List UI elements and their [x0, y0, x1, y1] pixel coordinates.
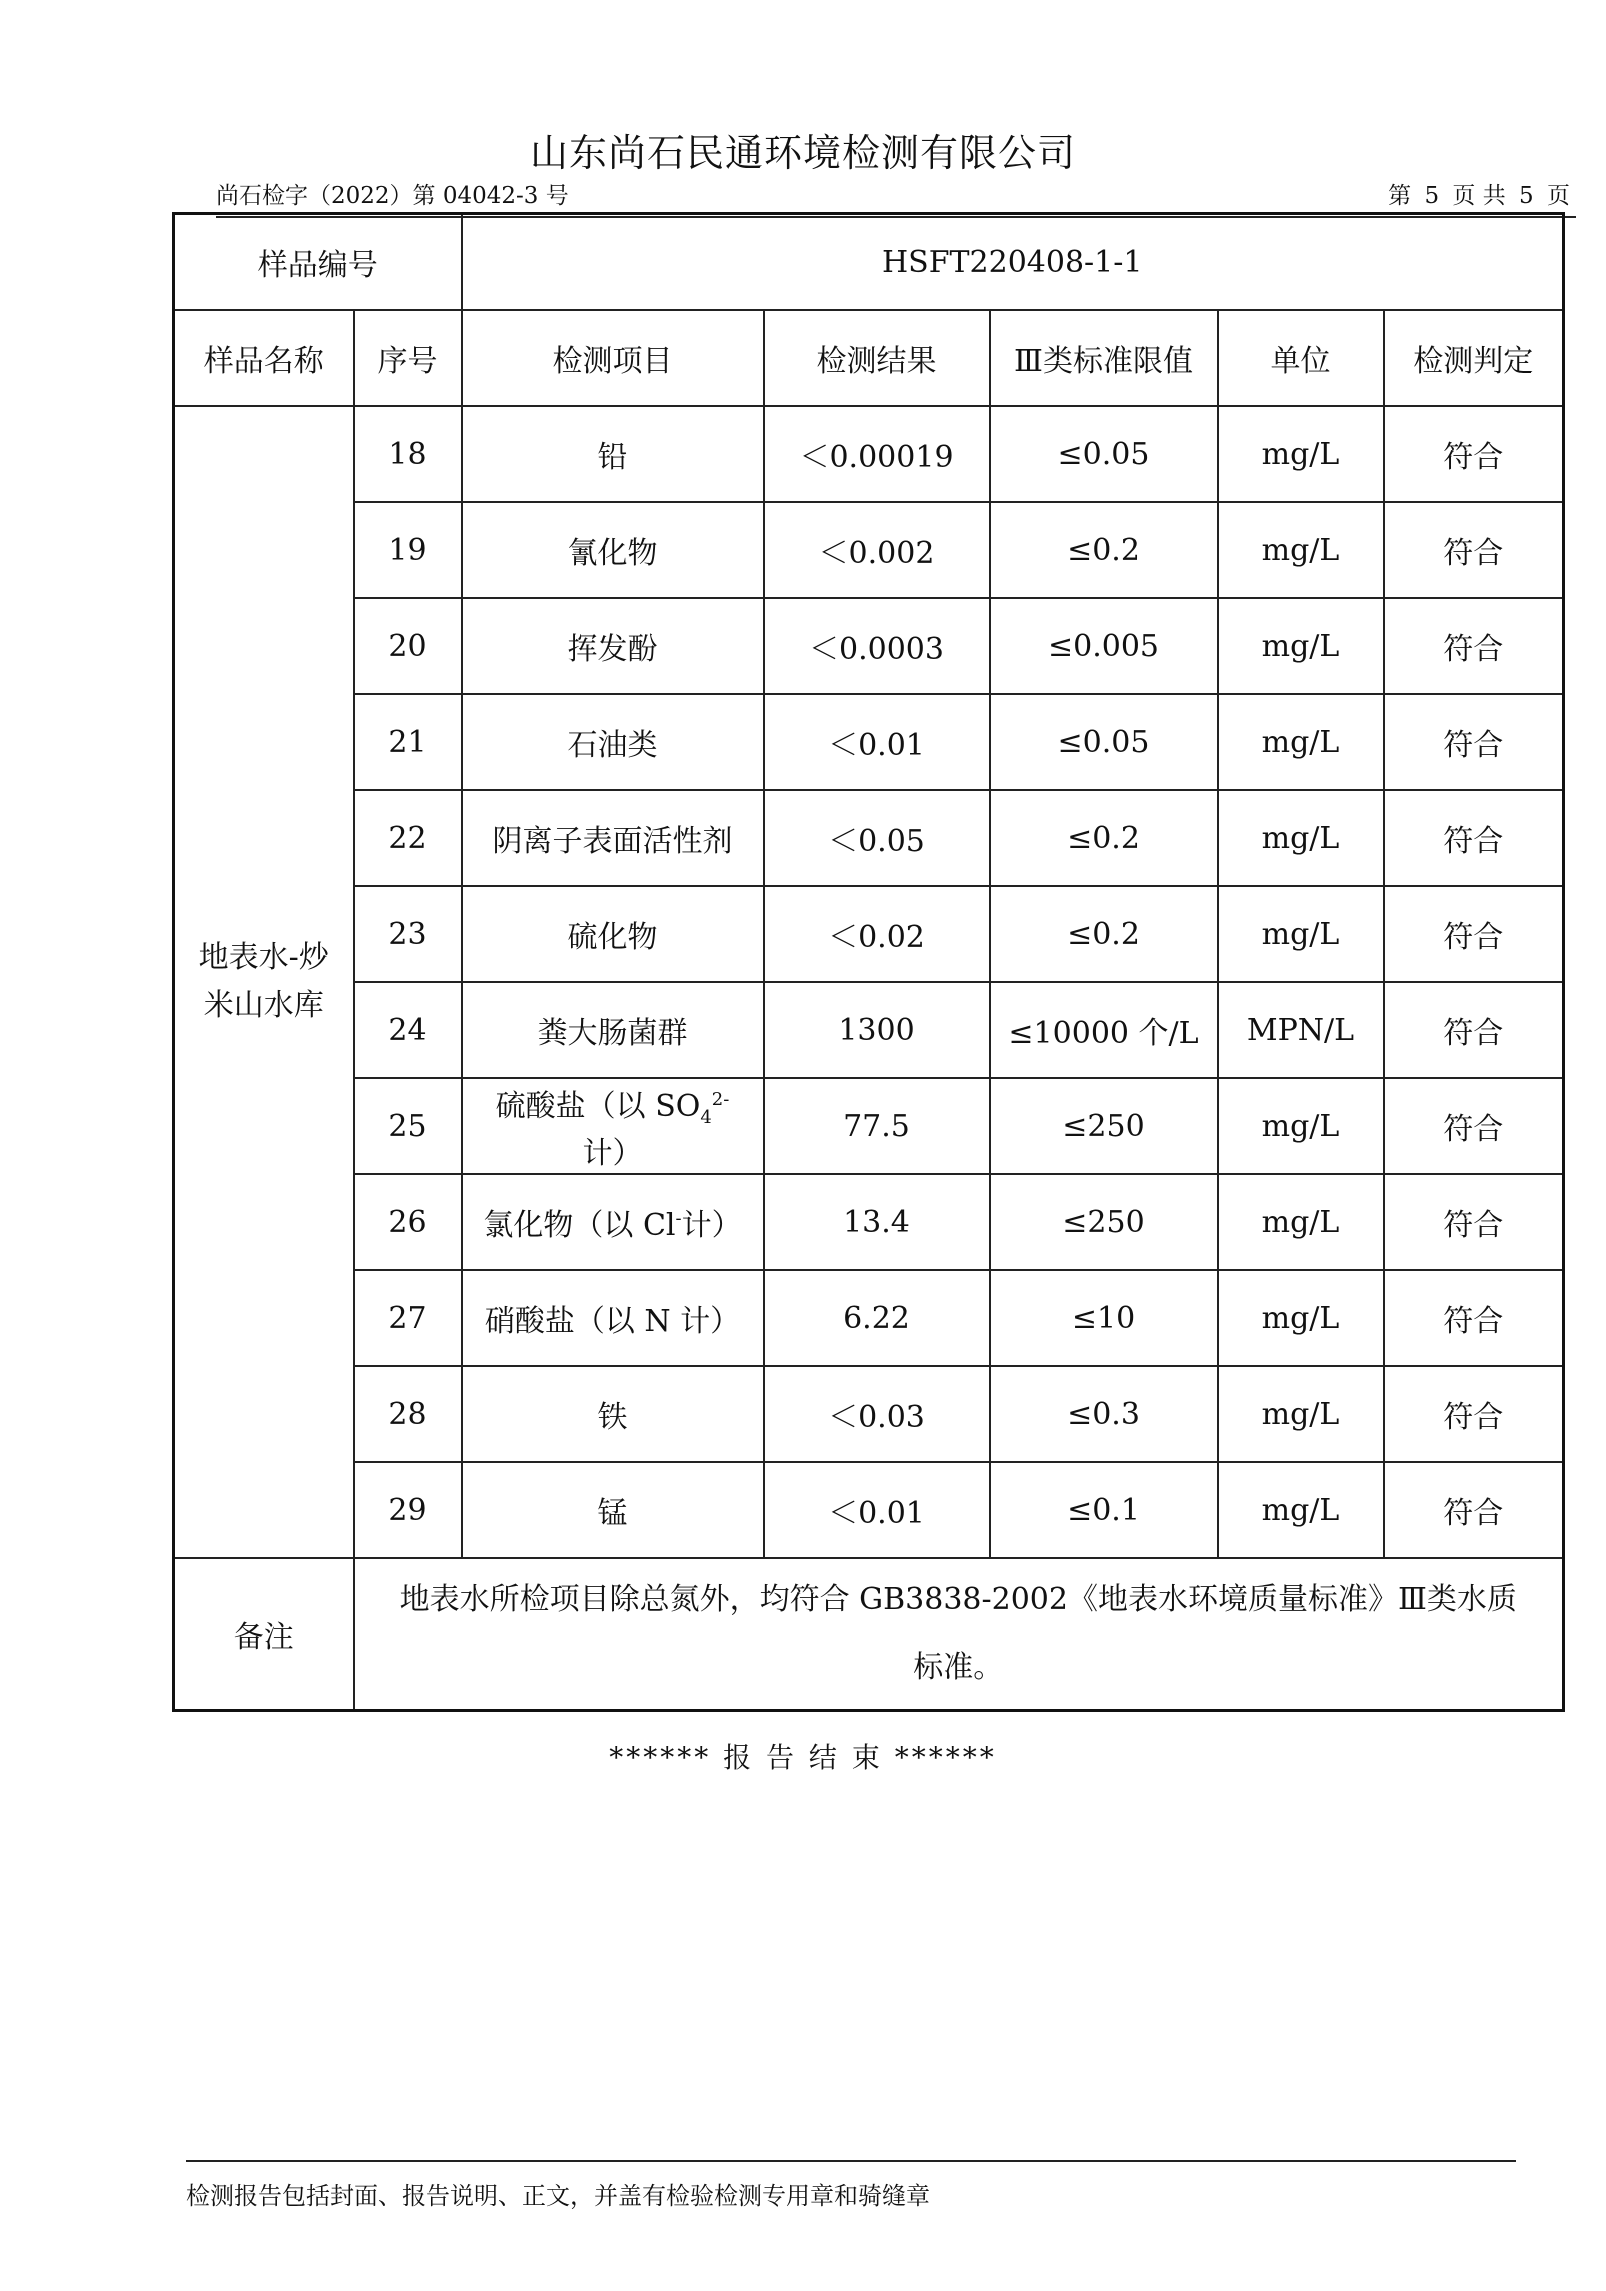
sample-name-line: 米山水库 — [203, 988, 324, 1023]
test-result-cell: ＜0.05 — [764, 790, 990, 886]
standard-limit-cell: ≤250 — [990, 1174, 1218, 1270]
unit-cell: MPN/L — [1218, 982, 1384, 1078]
unit-cell: mg/L — [1218, 886, 1384, 982]
seq-no-cell: 26 — [354, 1174, 462, 1270]
page-prefix: 第 — [1388, 183, 1412, 209]
judgement-cell: 符合 — [1384, 1270, 1564, 1366]
header-row — [174, 310, 1564, 406]
seq-no-cell: 21 — [354, 694, 462, 790]
table-row — [174, 1366, 1564, 1462]
judgement-cell: 符合 — [1384, 502, 1564, 598]
unit-cell: mg/L — [1218, 1174, 1384, 1270]
table-row — [174, 1270, 1564, 1366]
footer-note: 检测报告包括封面、报告说明、正文，并盖有检验检测专用章和骑缝章 — [186, 2182, 930, 2210]
report-end-mark: ****** 报 告 结 束 ****** — [609, 1741, 997, 1774]
standard-limit-cell: ≤0.1 — [990, 1462, 1218, 1558]
test-result-cell: 1300 — [764, 982, 990, 1078]
header-sample-name: 样品名称 — [174, 310, 354, 406]
remarks-line: 标准。 — [913, 1650, 1004, 1685]
test-item-cell — [462, 1174, 764, 1270]
test-result-cell: ＜0.0003 — [764, 598, 990, 694]
test-results-table — [172, 212, 1565, 1712]
seq-no-cell: 29 — [354, 1462, 462, 1558]
seq-no-cell: 18 — [354, 406, 462, 502]
test-item-cell: 硫化物 — [462, 886, 764, 982]
test-result-cell: ＜0.03 — [764, 1366, 990, 1462]
seq-no-cell: 27 — [354, 1270, 462, 1366]
judgement-cell: 符合 — [1384, 1174, 1564, 1270]
seq-no-cell: 25 — [354, 1078, 462, 1174]
standard-limit-cell: ≤0.2 — [990, 886, 1218, 982]
seq-no-cell: 23 — [354, 886, 462, 982]
unit-cell: mg/L — [1218, 1078, 1384, 1174]
header-test-result: 检测结果 — [764, 310, 990, 406]
test-item-part: 计） — [681, 1208, 742, 1243]
judgement-cell: 符合 — [1384, 694, 1564, 790]
test-item-cell: 铅 — [462, 406, 764, 502]
remarks-row — [174, 1558, 1564, 1711]
test-item-cell: 挥发酚 — [462, 598, 764, 694]
table-row — [174, 790, 1564, 886]
seq-no-cell: 20 — [354, 598, 462, 694]
sample-id-value: HSFT220408-1-1 — [462, 214, 1564, 311]
judgement-cell: 符合 — [1384, 790, 1564, 886]
test-item-cell: 阴离子表面活性剂 — [462, 790, 764, 886]
unit-cell: mg/L — [1218, 502, 1384, 598]
test-result-cell: ＜0.002 — [764, 502, 990, 598]
test-item-cell — [462, 1078, 764, 1174]
header-judgement: 检测判定 — [1384, 310, 1564, 406]
table-row — [174, 982, 1564, 1078]
judgement-cell: 符合 — [1384, 982, 1564, 1078]
company-name: 山东尚石民通环境检测有限公司 — [529, 131, 1076, 175]
judgement-cell: 符合 — [1384, 1462, 1564, 1558]
remarks-line: 地表水所检项目除总氮外，均符合 GB3838-2002《地表水环境质量标准》Ⅲ类水质 — [399, 1582, 1517, 1617]
test-result-cell: ＜0.00019 — [764, 406, 990, 502]
test-item-part: - — [675, 1208, 682, 1229]
test-item-part: 2- — [711, 1088, 730, 1110]
page-current: 5 — [1424, 183, 1440, 209]
standard-limit-cell: ≤0.2 — [990, 790, 1218, 886]
header-unit: 单位 — [1218, 310, 1384, 406]
seq-no-cell: 19 — [354, 502, 462, 598]
test-item-cell: 氰化物 — [462, 502, 764, 598]
test-item-cell: 锰 — [462, 1462, 764, 1558]
test-item-cell: 硝酸盐（以 N 计） — [462, 1270, 764, 1366]
page-total: 5 — [1519, 183, 1534, 209]
unit-cell: mg/L — [1218, 1270, 1384, 1366]
test-item-part: 计） — [582, 1135, 643, 1171]
sample-name-cell — [174, 406, 354, 1558]
sample-id-row — [174, 214, 1564, 311]
page-indicator — [1388, 177, 1570, 210]
standard-limit-cell: ≤250 — [990, 1078, 1218, 1174]
standard-limit-cell: ≤0.05 — [990, 694, 1218, 790]
test-result-cell: 6.22 — [764, 1270, 990, 1366]
table-row — [174, 886, 1564, 982]
remarks-text — [354, 1558, 1564, 1711]
standard-limit-cell: ≤0.05 — [990, 406, 1218, 502]
judgement-cell: 符合 — [1384, 598, 1564, 694]
unit-cell: mg/L — [1218, 1462, 1384, 1558]
judgement-cell: 符合 — [1384, 406, 1564, 502]
test-item-part: 氯化物（以 Cl — [483, 1208, 676, 1243]
unit-cell: mg/L — [1218, 1366, 1384, 1462]
unit-cell: mg/L — [1218, 694, 1384, 790]
footer-divider — [186, 2160, 1516, 2162]
standard-limit-cell: ≤0.005 — [990, 598, 1218, 694]
judgement-cell: 符合 — [1384, 1078, 1564, 1174]
page-suffix: 页 — [1547, 183, 1570, 209]
test-item-cell: 石油类 — [462, 694, 764, 790]
test-item-part: 硫酸盐（以 SO — [495, 1088, 701, 1124]
standard-limit-cell: ≤0.2 — [990, 502, 1218, 598]
table-row — [174, 1174, 1564, 1270]
unit-cell: mg/L — [1218, 598, 1384, 694]
table-row — [174, 598, 1564, 694]
table-row — [174, 1078, 1564, 1174]
table-row — [174, 502, 1564, 598]
table-row — [174, 1462, 1564, 1558]
test-item-cell: 粪大肠菌群 — [462, 982, 764, 1078]
test-result-cell: 77.5 — [764, 1078, 990, 1174]
header-standard-limit: Ⅲ类标准限值 — [990, 310, 1218, 406]
standard-limit-cell: ≤0.3 — [990, 1366, 1218, 1462]
header-seq-no: 序号 — [354, 310, 462, 406]
sample-name-line: 地表水-炒 — [198, 940, 329, 975]
seq-no-cell: 28 — [354, 1366, 462, 1462]
test-result-cell: ＜0.01 — [764, 694, 990, 790]
standard-limit-cell: ≤10 — [990, 1270, 1218, 1366]
page-mid: 页 共 — [1452, 183, 1506, 209]
seq-no-cell: 22 — [354, 790, 462, 886]
judgement-cell: 符合 — [1384, 1366, 1564, 1462]
remarks-label: 备注 — [174, 1558, 354, 1711]
report-number: 尚石检字（2022）第 04042-3 号 — [216, 183, 569, 209]
table-row — [174, 694, 1564, 790]
test-result-cell: ＜0.02 — [764, 886, 990, 982]
seq-no-cell: 24 — [354, 982, 462, 1078]
test-item-cell: 铁 — [462, 1366, 764, 1462]
test-item-part: 4 — [700, 1106, 712, 1128]
unit-cell: mg/L — [1218, 790, 1384, 886]
test-result-cell: ＜0.01 — [764, 1462, 990, 1558]
unit-cell: mg/L — [1218, 406, 1384, 502]
header-test-item: 检测项目 — [462, 310, 764, 406]
table-row — [174, 406, 1564, 502]
sample-id-label: 样品编号 — [174, 214, 462, 311]
judgement-cell: 符合 — [1384, 886, 1564, 982]
standard-limit-cell: ≤10000 个/L — [990, 982, 1218, 1078]
test-result-cell: 13.4 — [764, 1174, 990, 1270]
